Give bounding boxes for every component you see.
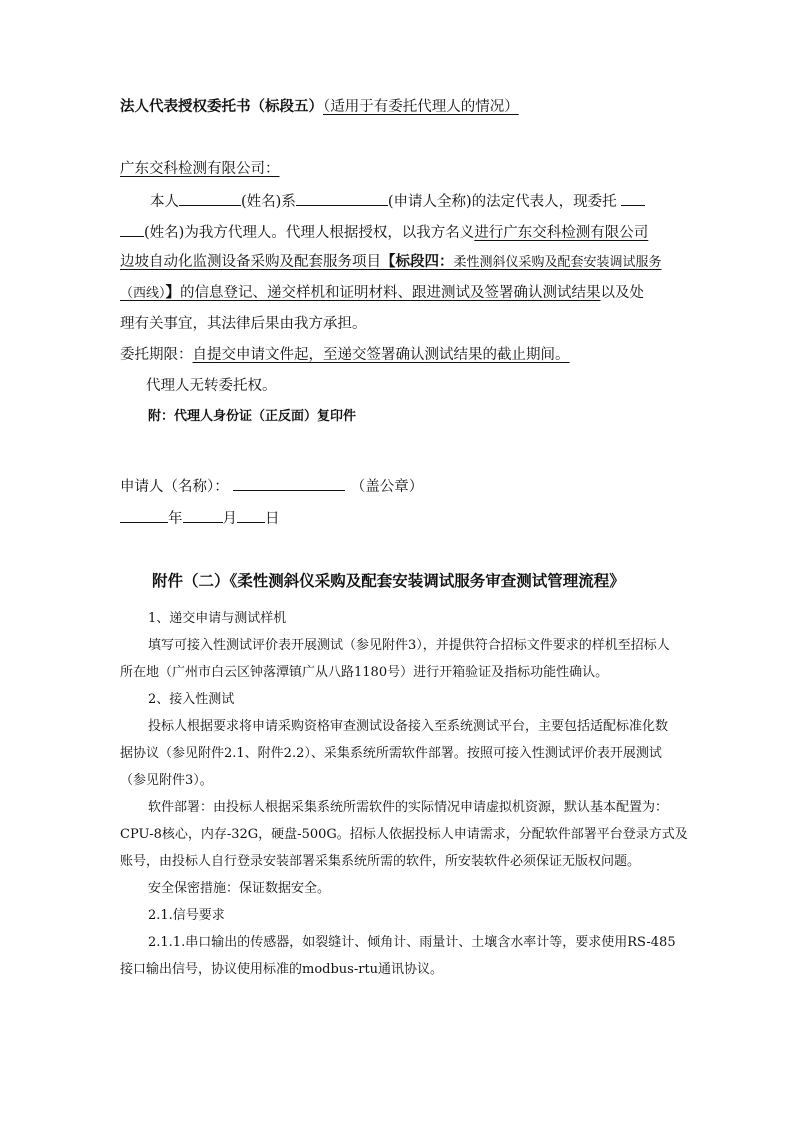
auth-l3a: 边坡自动化监测设备采购及配套服务项目 <box>120 254 381 270</box>
security-para: 安全保密措施：保证数据安全。 <box>148 881 331 896</box>
auth-l4a: （西线） <box>120 286 166 301</box>
auth-line-4 <box>120 283 644 304</box>
auth-line-3 <box>120 252 662 273</box>
auth-title <box>120 97 519 117</box>
auth-line-5: 理有关事宜，其法律后果由我方承担。 <box>120 316 367 332</box>
auth-title-bold: 法人代表授权委托书（标段五） <box>120 98 323 115</box>
term-line <box>120 345 570 365</box>
s2-para-3: （参见附件3）。 <box>120 773 213 788</box>
agent-name-blank-1 <box>621 190 645 206</box>
s1-para-1: 填写可接入性测试评价表开展测试（参见附件3），并提供符合招标文件要求的样机至招标人 <box>148 638 670 653</box>
date-line <box>120 507 280 529</box>
software-para-2: CPU-8核心，内存-32G，硬盘-500G。招标人依据投标人申请需求，分配软件部署平台登录方式及 <box>120 827 688 842</box>
annex-title: 附件（二）《柔性测斜仪采购及配套安装调试服务审查测试管理流程》 <box>152 571 625 590</box>
auth-l4c: 的信息登记、递交样机和证明材料、跟进测试及签署确认测试结果 <box>180 285 601 301</box>
no-subdelegation: 代理人无转委托权。 <box>146 378 277 394</box>
auth-l1a: 本人 <box>150 194 179 210</box>
auth-l4d: 以及处 <box>600 285 645 301</box>
auth-l2a: (姓名)为我方代理人。代理人根据授权，以我方名义 <box>144 225 475 241</box>
software-para-1: 软件部署：由投标人根据采集系统所需软件的实际情况申请虚拟机资源，默认基本配置为： <box>148 800 669 815</box>
year-label: 年 <box>168 511 183 527</box>
addressee: 广东交科检测有限公司： <box>120 161 280 177</box>
s211-para-1: 2.1.1.串口输出的传感器，如裂缝计、倾角计、雨量计、土壤含水率计等，要求使用RS-485 <box>148 935 676 950</box>
s21-heading: 2.1.信号要求 <box>148 908 225 923</box>
auth-line-2 <box>120 221 648 243</box>
auth-l3c: 柔性测斜仪采购及配套安装调试服务 <box>453 255 662 270</box>
auth-l3b: 【标段四： <box>381 253 454 270</box>
auth-l4b: 】 <box>165 284 181 301</box>
term-value: 自提交申请文件起，至递交签署确认测试结果的截止期间。 <box>192 347 570 363</box>
month-blank <box>183 507 223 523</box>
s2-para-2: 据协议（参见附件2.1、附件2.2）、采集系统所需软件部署。按照可接入性测试评价表开展测试 <box>120 746 662 761</box>
name-blank <box>179 190 241 206</box>
month-label: 月 <box>222 511 237 527</box>
attachment-note: 附：代理人身份证（正反面）复印件 <box>148 409 357 424</box>
term-label: 委托期限： <box>120 347 193 363</box>
auth-line-1 <box>150 190 645 212</box>
auth-l1c: (申请人全称)的法定代表人，现委托 <box>387 194 617 210</box>
s2-heading: 2、接入性测试 <box>148 692 235 707</box>
s2-para-1: 投标人根据要求将申请采购资格审查测试设备接入至系统测试平台，主要包括适配标准化数 <box>148 719 669 734</box>
applicant-line <box>120 475 423 497</box>
applicant-name-blank <box>233 475 345 491</box>
day-blank <box>237 507 265 523</box>
day-label: 日 <box>265 511 280 527</box>
s211-para-2: 接口输出信号，协议使用标准的modbus-rtu通讯协议。 <box>120 962 444 977</box>
agent-name-blank-2 <box>120 221 144 237</box>
year-blank <box>120 507 168 523</box>
software-para-3: 账号，由投标人自行登录安装部署采集系统所需的软件，所安装软件必须保证无版权问题。 <box>120 854 641 869</box>
s1-heading: 1、递交申请与测试样机 <box>148 611 287 626</box>
seal-note: （盖公章） <box>350 479 424 495</box>
applicant-label: 申请人（名称）： <box>120 479 229 495</box>
auth-l1b: (姓名)系 <box>241 194 296 210</box>
applicant-full-name-blank <box>296 190 388 206</box>
s1-para-2: 所在地（广州市白云区钟落潭镇广从八路1180号）进行开箱验证及指标功能性确认。 <box>120 665 609 680</box>
auth-l2b: 进行广东交科检测有限公司 <box>474 225 649 241</box>
auth-title-note: （适用于有委托代理人的情况） <box>323 99 519 115</box>
